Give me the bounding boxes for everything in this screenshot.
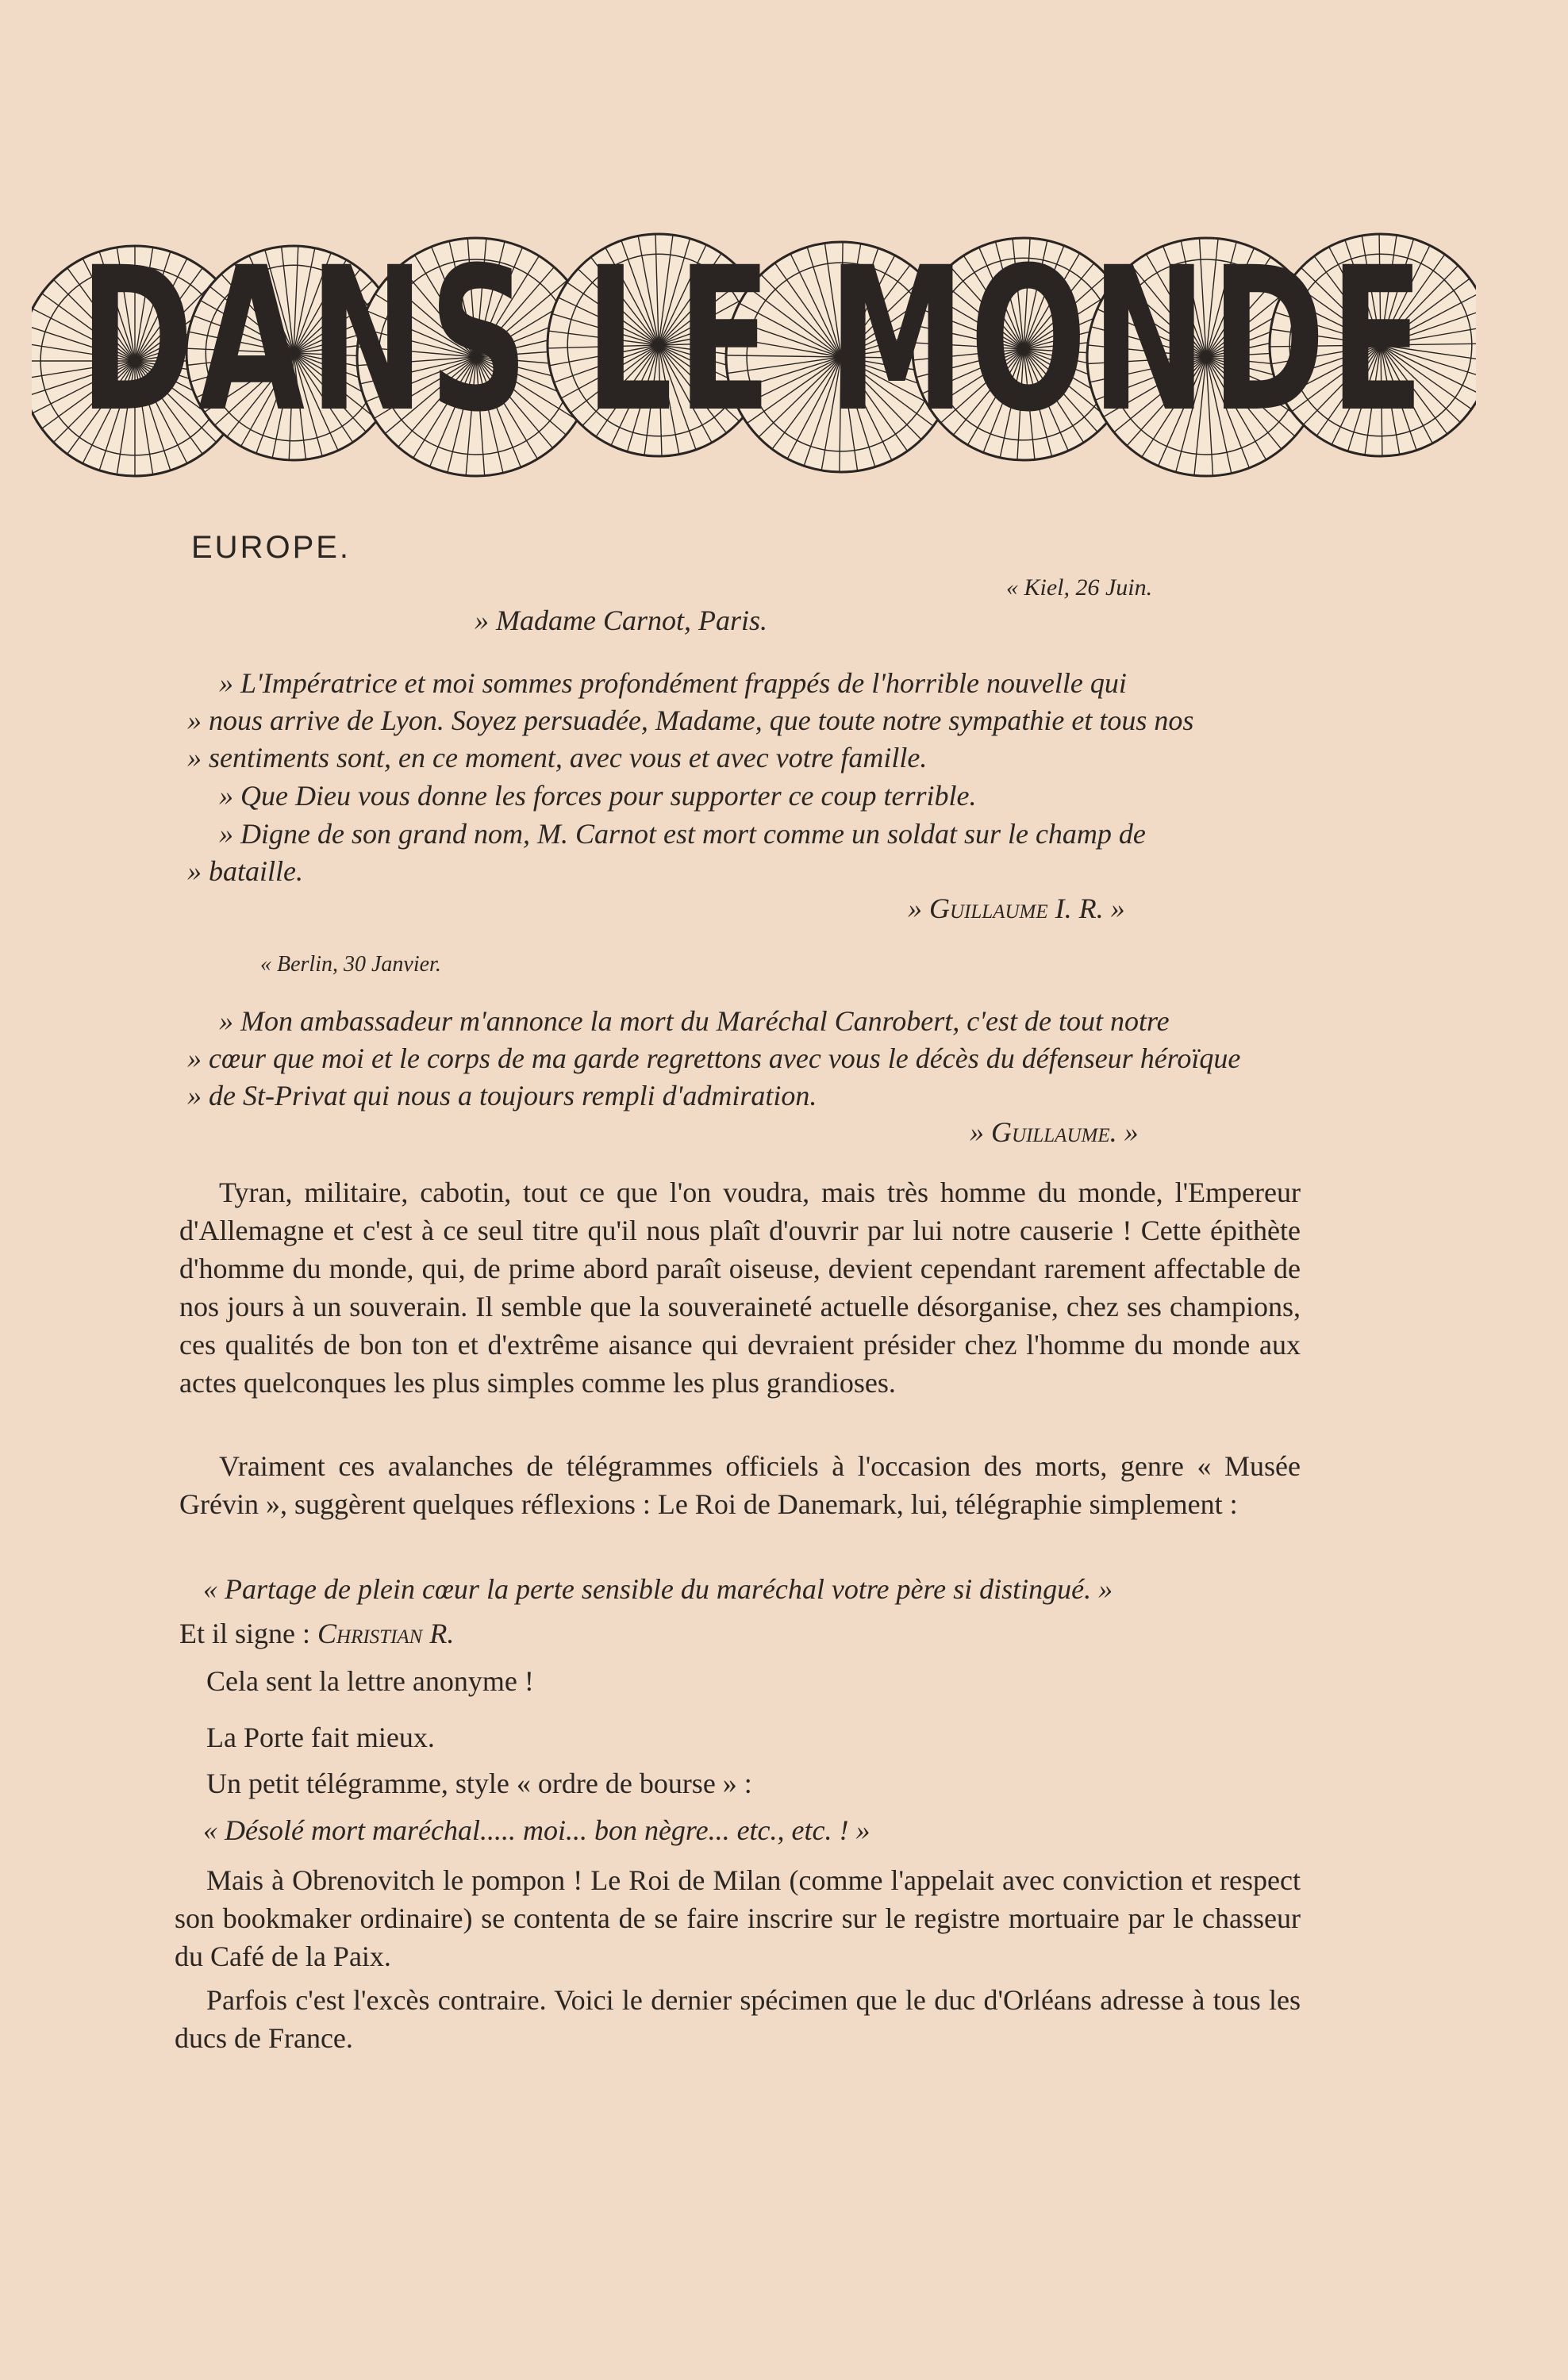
body-paragraph: Parfois c'est l'excès contraire. Voici le dernier spécimen que le duc d'Orléans adresse à tous les ducs de France. xyxy=(175,1984,1301,2054)
body-paragraph: Vraiment ces avalanches de télégrammes officiels à l'occasion des morts, genre « Musée Grévin », suggèrent quelques réflexions : Le Roi de Danemark, lui, télégraphie simplement : xyxy=(179,1450,1301,1520)
telegram-line: » nous arrive de Lyon. Soyez persuadée, Madame, que toute notre sympathie et tous nos xyxy=(187,704,1194,736)
body-line: Cela sent la lettre anonyme ! xyxy=(206,1665,534,1697)
signature-name: Christian R. xyxy=(317,1618,455,1649)
telegram-line: » de St-Privat qui nous a toujours rempli d'admiration. xyxy=(187,1080,817,1111)
telegram-signature: » Guillaume. » xyxy=(970,1116,1139,1148)
section-heading: EUROPE. xyxy=(191,530,352,565)
banner-illustration xyxy=(32,178,1476,496)
telegram-line: » sentiments sont, en ce moment, avec vous et avec votre famille. xyxy=(187,742,928,774)
telegram-line: » bataille. xyxy=(187,855,303,887)
body-line: Un petit télégramme, style « ordre de bourse » : xyxy=(206,1768,752,1799)
telegram-line: » Mon ambassadeur m'annonce la mort du Maréchal Canrobert, c'est de tout notre xyxy=(219,1005,1170,1037)
telegram-signature: » Guillaume I. R. » xyxy=(908,892,1125,924)
banner-title: DANS LE MONDE xyxy=(79,225,1428,455)
body-paragraph: Mais à Obrenovitch le pompon ! Le Roi de Milan (comme l'appelait avec conviction et respect son bookmaker ordinaire) se contenta de se faire inscrire sur le registre mortuaire par le chasseur du Café de la Paix. xyxy=(175,1864,1301,1972)
telegram-line: » Que Dieu vous donne les forces pour supporter ce coup terrible. xyxy=(219,780,977,812)
telegram-line: » L'Impératrice et moi sommes profondément frappés de l'horrible nouvelle qui xyxy=(219,667,1127,699)
quote-danemark: « Partage de plein cœur la perte sensible du maréchal votre père si distingué. » xyxy=(203,1573,1113,1605)
telegram-addressee: » Madame Carnot, Paris. xyxy=(475,605,767,636)
telegram-date: « Berlin, 30 Janvier. xyxy=(260,952,441,977)
signature-prefix: Et il signe : xyxy=(179,1618,317,1649)
body-paragraph: Tyran, militaire, cabotin, tout ce que l'on voudra, mais très homme du monde, l'Empereur d'Allemagne et c'est à ce seul titre qu'il nous plaît d'ouvrir par lui notre causerie ! Cette épithète d'homme du monde, qui, de prime abord paraît oiseuse, devient cependant rarement affectable de nos jours à un souverain. Il semble que la souveraineté actuelle désorganise, chez ses champions, ces qualités de bon ton et d'extrême aisance qui devraient présider chez l'homme du monde aux actes quelconques les plus simples comme les plus grandioses. xyxy=(179,1177,1301,1399)
telegram-date: « Kiel, 26 Juin. xyxy=(1006,574,1153,601)
telegram-line: » cœur que moi et le corps de ma garde regrettons avec vous le décès du défenseur héroïque xyxy=(187,1042,1241,1074)
signature-line xyxy=(179,1615,454,1652)
quote-porte: « Désolé mort maréchal..... moi... bon nègre... etc., etc. ! » xyxy=(203,1814,870,1846)
body-line: La Porte fait mieux. xyxy=(206,1722,435,1753)
telegram-line: » Digne de son grand nom, M. Carnot est mort comme un soldat sur le champ de xyxy=(219,818,1146,850)
